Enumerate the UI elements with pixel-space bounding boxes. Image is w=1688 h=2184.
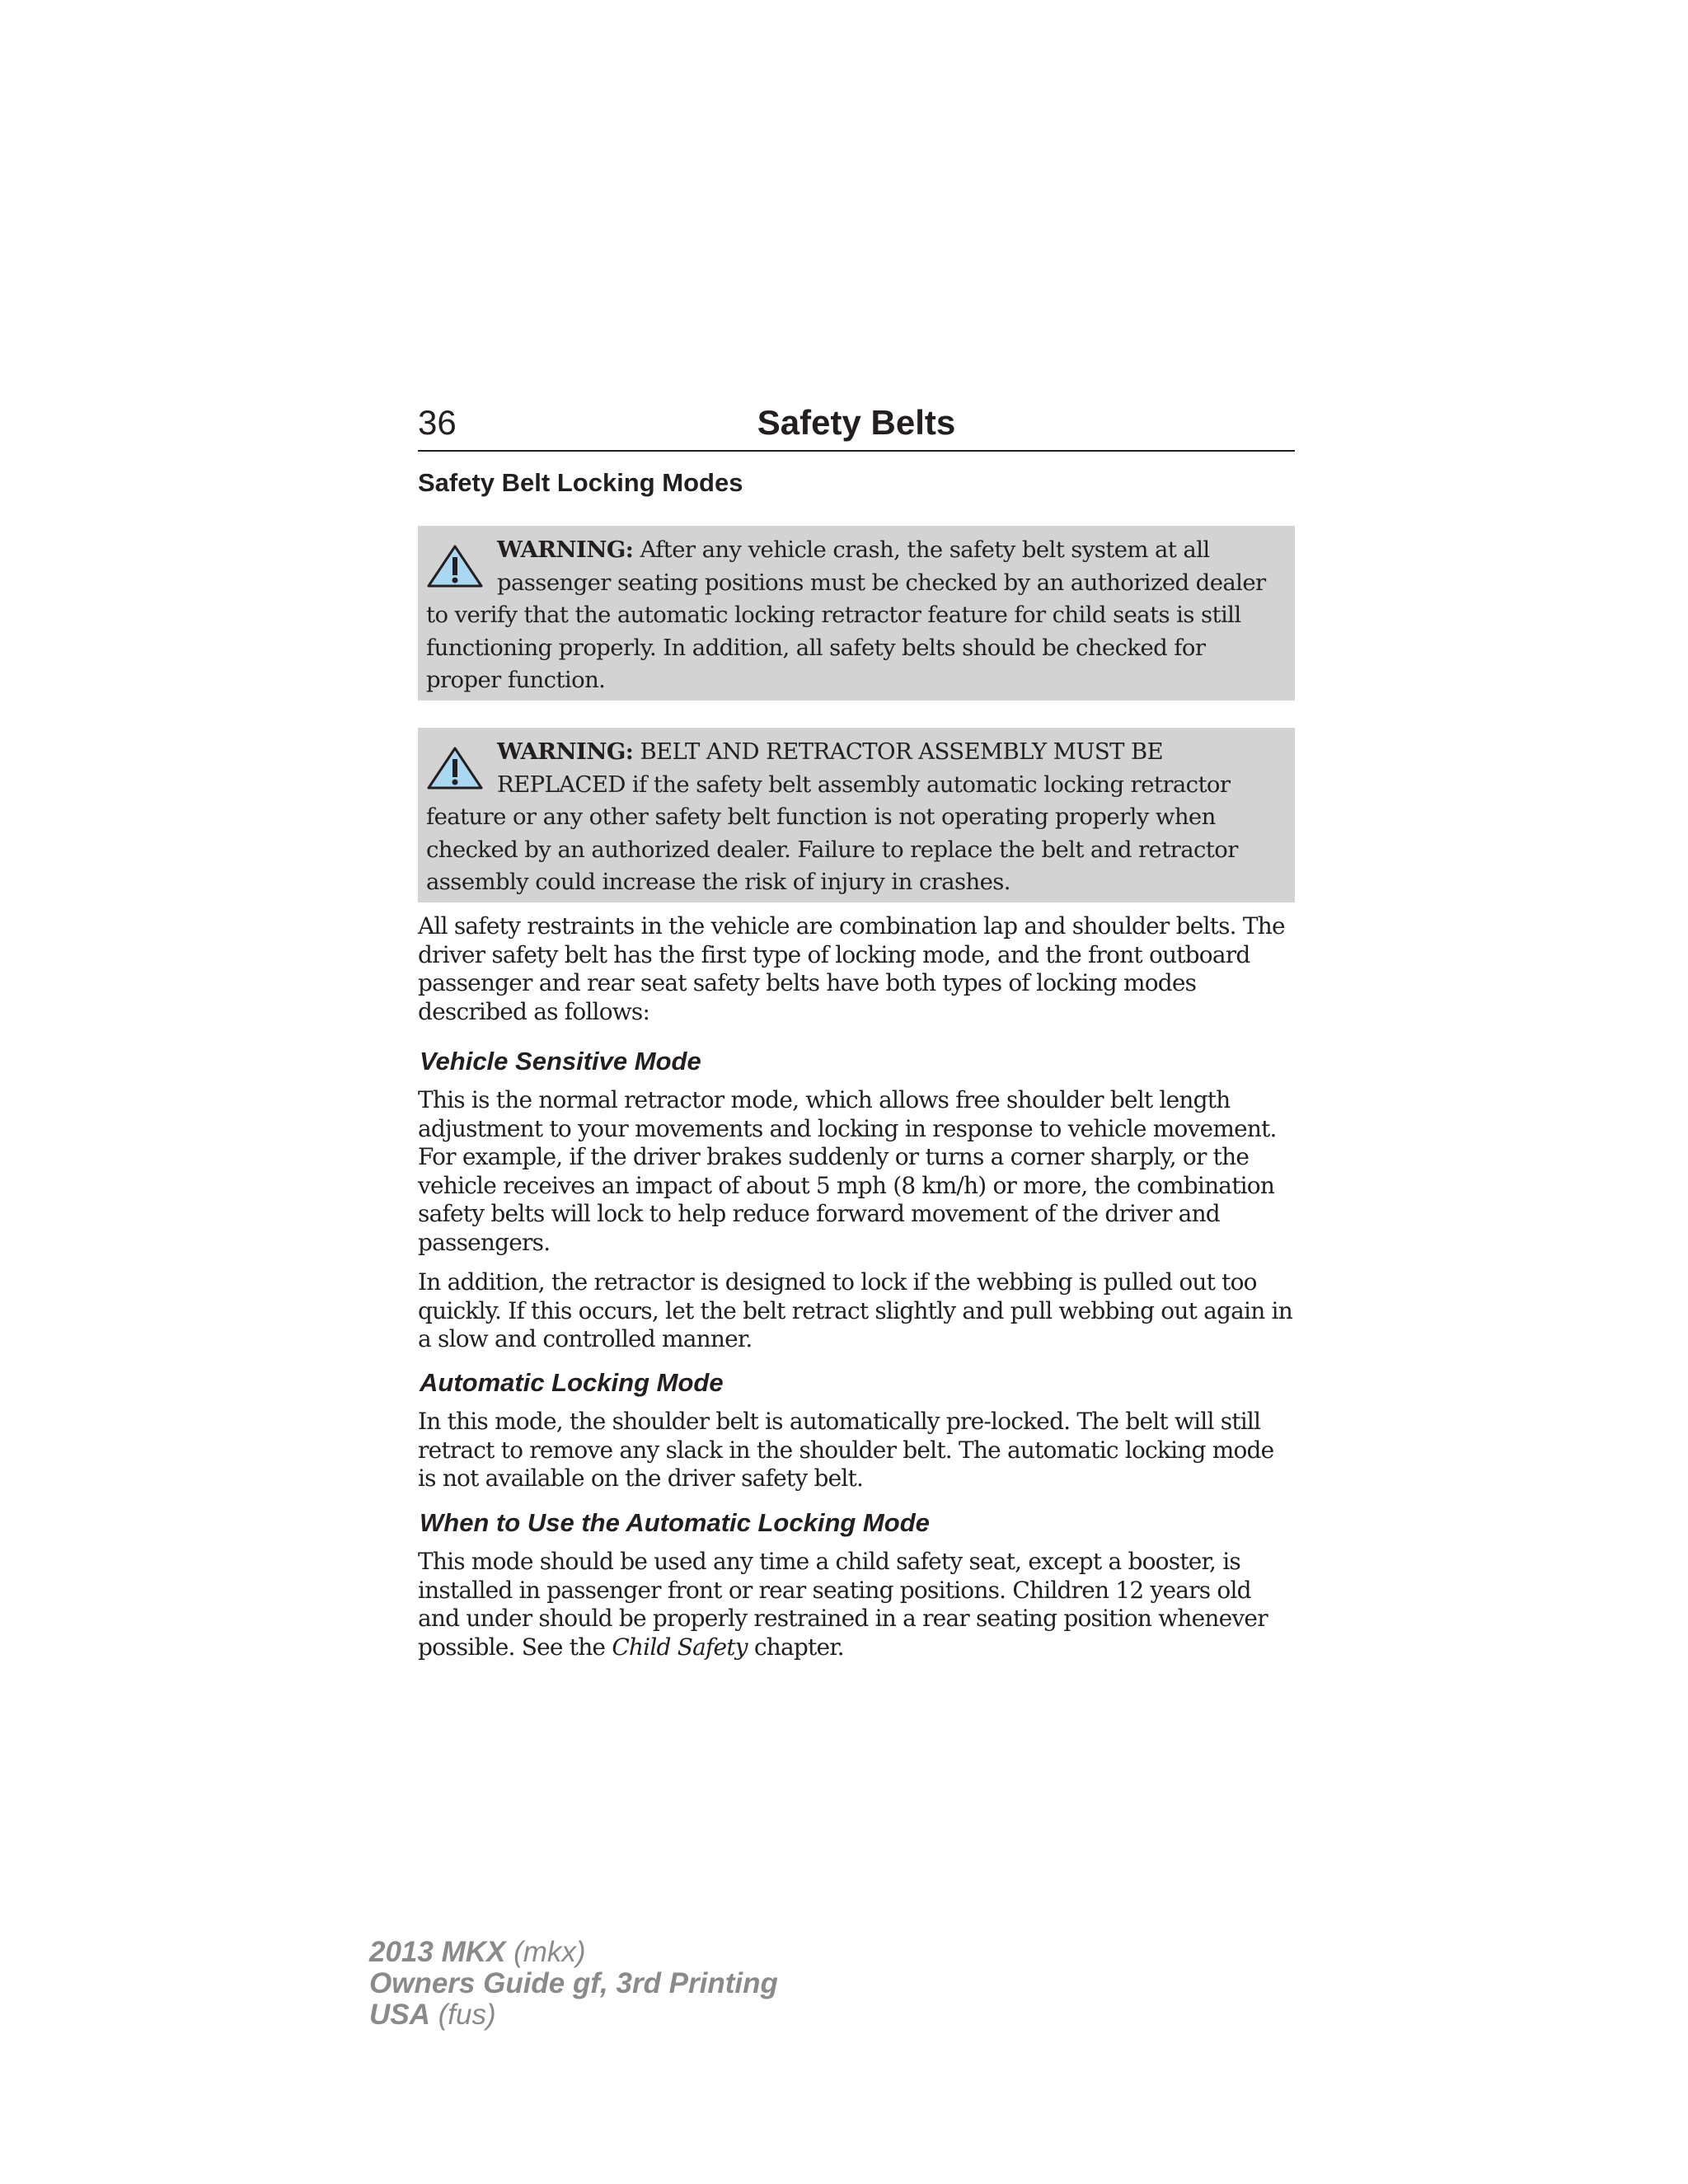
vehicle-sensitive-paragraph: This is the normal retractor mode, which allows free shoulder belt length adjustment to your movements and locking in response to vehicle movement. For example, if the driver brakes suddenly or turns a corner sharply, or the vehicle receives an impact of about 5 mph (8 km/h) or more, the combination safety belts will lock to help reduce forward movement of the driver and passengers.	[418, 1086, 1277, 1256]
footer-model-line	[369, 1937, 778, 1968]
warning-box	[418, 526, 1295, 701]
footer-model-code: (mkx)	[505, 1936, 586, 1968]
warning-label: WARNING:	[497, 738, 634, 765]
warning-text: After any vehicle crash, the safety belt system at all passenger seating positions must be checked by an authorized dealer to verify that the automatic locking retractor feature for child seats is still functioning properly. In addition, all safety belts should be checked for proper function.	[426, 537, 1266, 693]
automatic-locking-heading: Automatic Locking Mode	[420, 1368, 724, 1397]
print-footer	[369, 1937, 778, 2031]
automatic-locking-paragraph: In this mode, the shoulder belt is automatically pre-locked. The belt will still retract to remove any slack in the shoulder belt. The automatic locking mode is not available on the driver safety belt.	[418, 1408, 1274, 1492]
warning-triangle-icon	[426, 746, 484, 790]
warning-triangle-icon	[426, 544, 484, 588]
when-to-use-heading: When to Use the Automatic Locking Mode	[420, 1508, 930, 1537]
vehicle-sensitive-paragraph-2: In addition, the retractor is designed to lock if the webbing is pulled out too quickly. If this occurs, let the belt retract slightly and pull webbing out again in a slow and controlled manner.	[418, 1268, 1292, 1352]
footer-model: 2013 MKX	[369, 1936, 506, 1968]
footer-market: USA	[369, 1999, 430, 2031]
when-to-use-paragraph	[418, 1548, 1295, 1661]
when-to-use-text-end: chapter.	[747, 1633, 844, 1661]
warning-box	[418, 728, 1295, 902]
running-header	[418, 396, 1295, 452]
footer-market-code: (fus)	[429, 1999, 496, 2031]
vehicle-sensitive-heading: Vehicle Sensitive Mode	[420, 1047, 701, 1076]
child-safety-reference: Child Safety	[612, 1633, 748, 1661]
footer-guide-line: Owners Guide gf, 3rd Printing	[369, 1967, 778, 1999]
intro-paragraph: All safety restraints in the vehicle are combination lap and shoulder belts. The driver safety belt has the first type of locking mode, and the front outboard passenger and rear seat safety belts have both types of locking modes described as follows:	[418, 912, 1285, 1025]
chapter-title: Safety Belts	[757, 403, 956, 442]
warning-text: BELT AND RETRACTOR ASSEMBLY MUST BE REPLACED if the safety belt assembly automatic locking retractor feature or any other safety belt function is not operating properly when checked by an authorized dealer. Failure to replace the belt and retractor assembly could increase the risk of injury in crashes.	[426, 738, 1238, 895]
when-to-use-text: This mode should be used any time a child safety seat, except a booster, is installed in passenger front or rear seating positions. Children 12 years old and under should be properly restrained in a rear seating position whenever possible. See the	[418, 1548, 1268, 1661]
footer-market-line	[369, 1999, 778, 2031]
page-number: 36	[418, 403, 457, 442]
warning-label: WARNING:	[497, 537, 634, 563]
section-title: Safety Belt Locking Modes	[418, 468, 743, 497]
manual-page	[418, 0, 1295, 2184]
